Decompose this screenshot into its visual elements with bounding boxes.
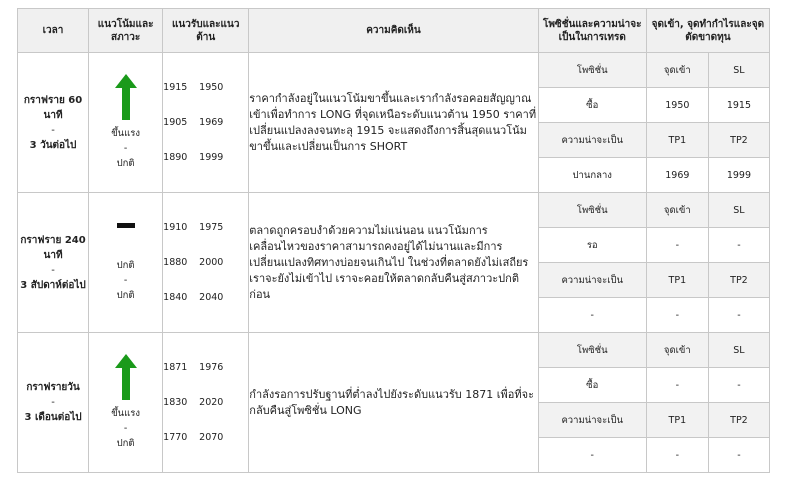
- sr-level-row: [163, 210, 248, 245]
- horizon-label: 3 สัปดาห์ต่อไป: [20, 279, 86, 291]
- sr-level-row: [163, 105, 248, 140]
- resistance-level: 2000: [199, 257, 224, 268]
- stop-value: TP2: [708, 123, 769, 158]
- horizon-label: 3 วันต่อไป: [29, 139, 77, 151]
- sr-level-row: [163, 420, 248, 455]
- support-level: 1840: [163, 292, 188, 303]
- position-value: รอ: [538, 228, 646, 263]
- support-level: 1905: [163, 117, 188, 128]
- entry-value: จุดเข้า: [646, 193, 708, 228]
- sr-level-row: [163, 385, 248, 420]
- stop-value: 1915: [708, 88, 769, 123]
- trend-cell: [89, 333, 163, 473]
- entry-value: -: [646, 438, 708, 473]
- horizon-label: 3 เดือนต่อไป: [24, 412, 82, 423]
- entry-value: -: [646, 228, 708, 263]
- separator: -: [51, 124, 55, 136]
- entry-value: จุดเข้า: [646, 333, 708, 368]
- position-value: โพซิชั่น: [538, 333, 646, 368]
- analysis-table: [17, 8, 770, 473]
- entry-value: TP1: [646, 263, 708, 298]
- support-resistance-cell: [163, 193, 249, 333]
- stop-value: SL: [708, 333, 769, 368]
- position-value: ความน่าจะเป็น: [538, 123, 646, 158]
- trend-strength: ขึ้นแรง: [111, 128, 141, 139]
- entry-value: TP1: [646, 123, 708, 158]
- stop-value: -: [708, 298, 769, 333]
- table-row: [18, 333, 770, 368]
- resistance-level: 1950: [199, 82, 224, 93]
- position-value: ปานกลาง: [538, 158, 646, 193]
- position-value: โพซิชั่น: [538, 193, 646, 228]
- entry-value: 1950: [646, 88, 708, 123]
- comment-cell: ราคากำลังอยู่ในแนวโน้มขาขึ้นและเรากำลังรอคอยสัญญาณเข้าเพื่อทำการ LONG ที่จุดเหนือระดับแนวต้าน 1950 ราคาที่เปลี่ยนแปลงลงจนทะลุ 1915 จะแสดงถึงการสิ้นสุดแนวโน้มขาขึ้นและเปลี่ยนเป็นการ SHORT: [249, 53, 538, 193]
- separator: -: [123, 143, 128, 154]
- up-arrow-icon: [115, 354, 137, 400]
- header-row: [18, 9, 770, 53]
- table-row: [18, 193, 770, 228]
- up-arrow-icon: [115, 74, 137, 120]
- resistance-level: 1969: [199, 117, 224, 128]
- separator: -: [123, 274, 128, 286]
- resistance-level: 1999: [199, 152, 224, 163]
- sr-level-row: [163, 245, 248, 280]
- header-comment: ความคิดเห็น: [249, 9, 538, 53]
- resistance-level: 1975: [199, 222, 224, 233]
- trend-condition: ปกติ: [116, 158, 135, 169]
- trend-cell: [89, 53, 163, 193]
- comment-cell: กำลังรอการปรับฐานที่ต่ำลงไปยังระดับแนวรับ 1871 เพื่อที่จะกลับคืนสู่โพซิชั่น LONG: [249, 333, 538, 473]
- position-value: ซื้อ: [538, 368, 646, 403]
- position-value: -: [538, 438, 646, 473]
- header-support-resistance: แนวรับและแนวต้าน: [163, 9, 249, 53]
- trend-condition: ปกติ: [116, 289, 135, 301]
- stop-value: TP2: [708, 263, 769, 298]
- stop-value: 1999: [708, 158, 769, 193]
- stop-value: -: [708, 368, 769, 403]
- timeframe-cell: [18, 193, 89, 333]
- resistance-level: 2070: [199, 432, 224, 443]
- support-level: 1770: [163, 432, 188, 443]
- stop-value: SL: [708, 53, 769, 88]
- trend-condition: ปกติ: [116, 438, 135, 449]
- support-level: 1890: [163, 152, 188, 163]
- support-level: 1830: [163, 397, 188, 408]
- resistance-level: 1976: [199, 362, 224, 373]
- comment-cell: ตลาดถูกครอบงำด้วยความไม่แน่นอน แนวโน้มการเคลื่อนไหวของราคาสามารถคงอยู่ได้ไม่นานและมีการเปลี่ยนแปลงทิศทางบ่อยจนเกินไป ในช่วงที่ตลาดยังไม่เสถียรเราจะยังไม่เข้าไป เราจะคอยให้ตลาดกลับคืนสู่สภาวะปกติก่อน: [249, 193, 538, 333]
- position-value: ความน่าจะเป็น: [538, 263, 646, 298]
- entry-value: TP1: [646, 403, 708, 438]
- sr-level-row: [163, 140, 248, 175]
- position-value: โพซิชั่น: [538, 53, 646, 88]
- support-resistance-cell: [163, 333, 249, 473]
- entry-value: 1969: [646, 158, 708, 193]
- position-value: ความน่าจะเป็น: [538, 403, 646, 438]
- stop-value: TP2: [708, 403, 769, 438]
- sr-level-row: [163, 280, 248, 315]
- header-time: เวลา: [18, 9, 89, 53]
- support-resistance-cell: [163, 53, 249, 193]
- table-row: [18, 53, 770, 88]
- resistance-level: 2040: [199, 292, 224, 303]
- header-trend: แนวโน้มและสภาวะ: [89, 9, 163, 53]
- separator: -: [51, 397, 55, 408]
- stop-value: SL: [708, 193, 769, 228]
- entry-value: -: [646, 368, 708, 403]
- support-level: 1910: [163, 222, 188, 233]
- trend-strength: ปกติ: [116, 259, 135, 271]
- sr-level-row: [163, 70, 248, 105]
- timeframe-cell: [18, 333, 89, 473]
- trend-cell: [89, 193, 163, 333]
- position-value: -: [538, 298, 646, 333]
- resistance-level: 2020: [199, 397, 224, 408]
- timeframe-cell: [18, 53, 89, 193]
- position-value: ซื้อ: [538, 88, 646, 123]
- support-level: 1915: [163, 82, 188, 93]
- header-position: โพซิชั่นและความน่าจะเป็นในการเทรด: [538, 9, 646, 53]
- entry-value: จุดเข้า: [646, 53, 708, 88]
- sr-level-row: [163, 350, 248, 385]
- entry-value: -: [646, 298, 708, 333]
- support-level: 1880: [163, 257, 188, 268]
- timeframe-label: กราฟรายวัน: [26, 382, 80, 393]
- header-entry: จุดเข้า, จุดทำกำไรและจุดตัดขาดทุน: [646, 9, 769, 53]
- separator: -: [123, 423, 128, 434]
- timeframe-label: กราฟราย 240 นาที: [20, 234, 86, 261]
- support-level: 1871: [163, 362, 188, 373]
- timeframe-label: กราฟราย 60 นาที: [23, 94, 83, 121]
- flat-dash-icon: [117, 223, 135, 228]
- trend-strength: ขึ้นแรง: [111, 408, 141, 419]
- stop-value: -: [708, 228, 769, 263]
- separator: -: [51, 264, 55, 276]
- stop-value: -: [708, 438, 769, 473]
